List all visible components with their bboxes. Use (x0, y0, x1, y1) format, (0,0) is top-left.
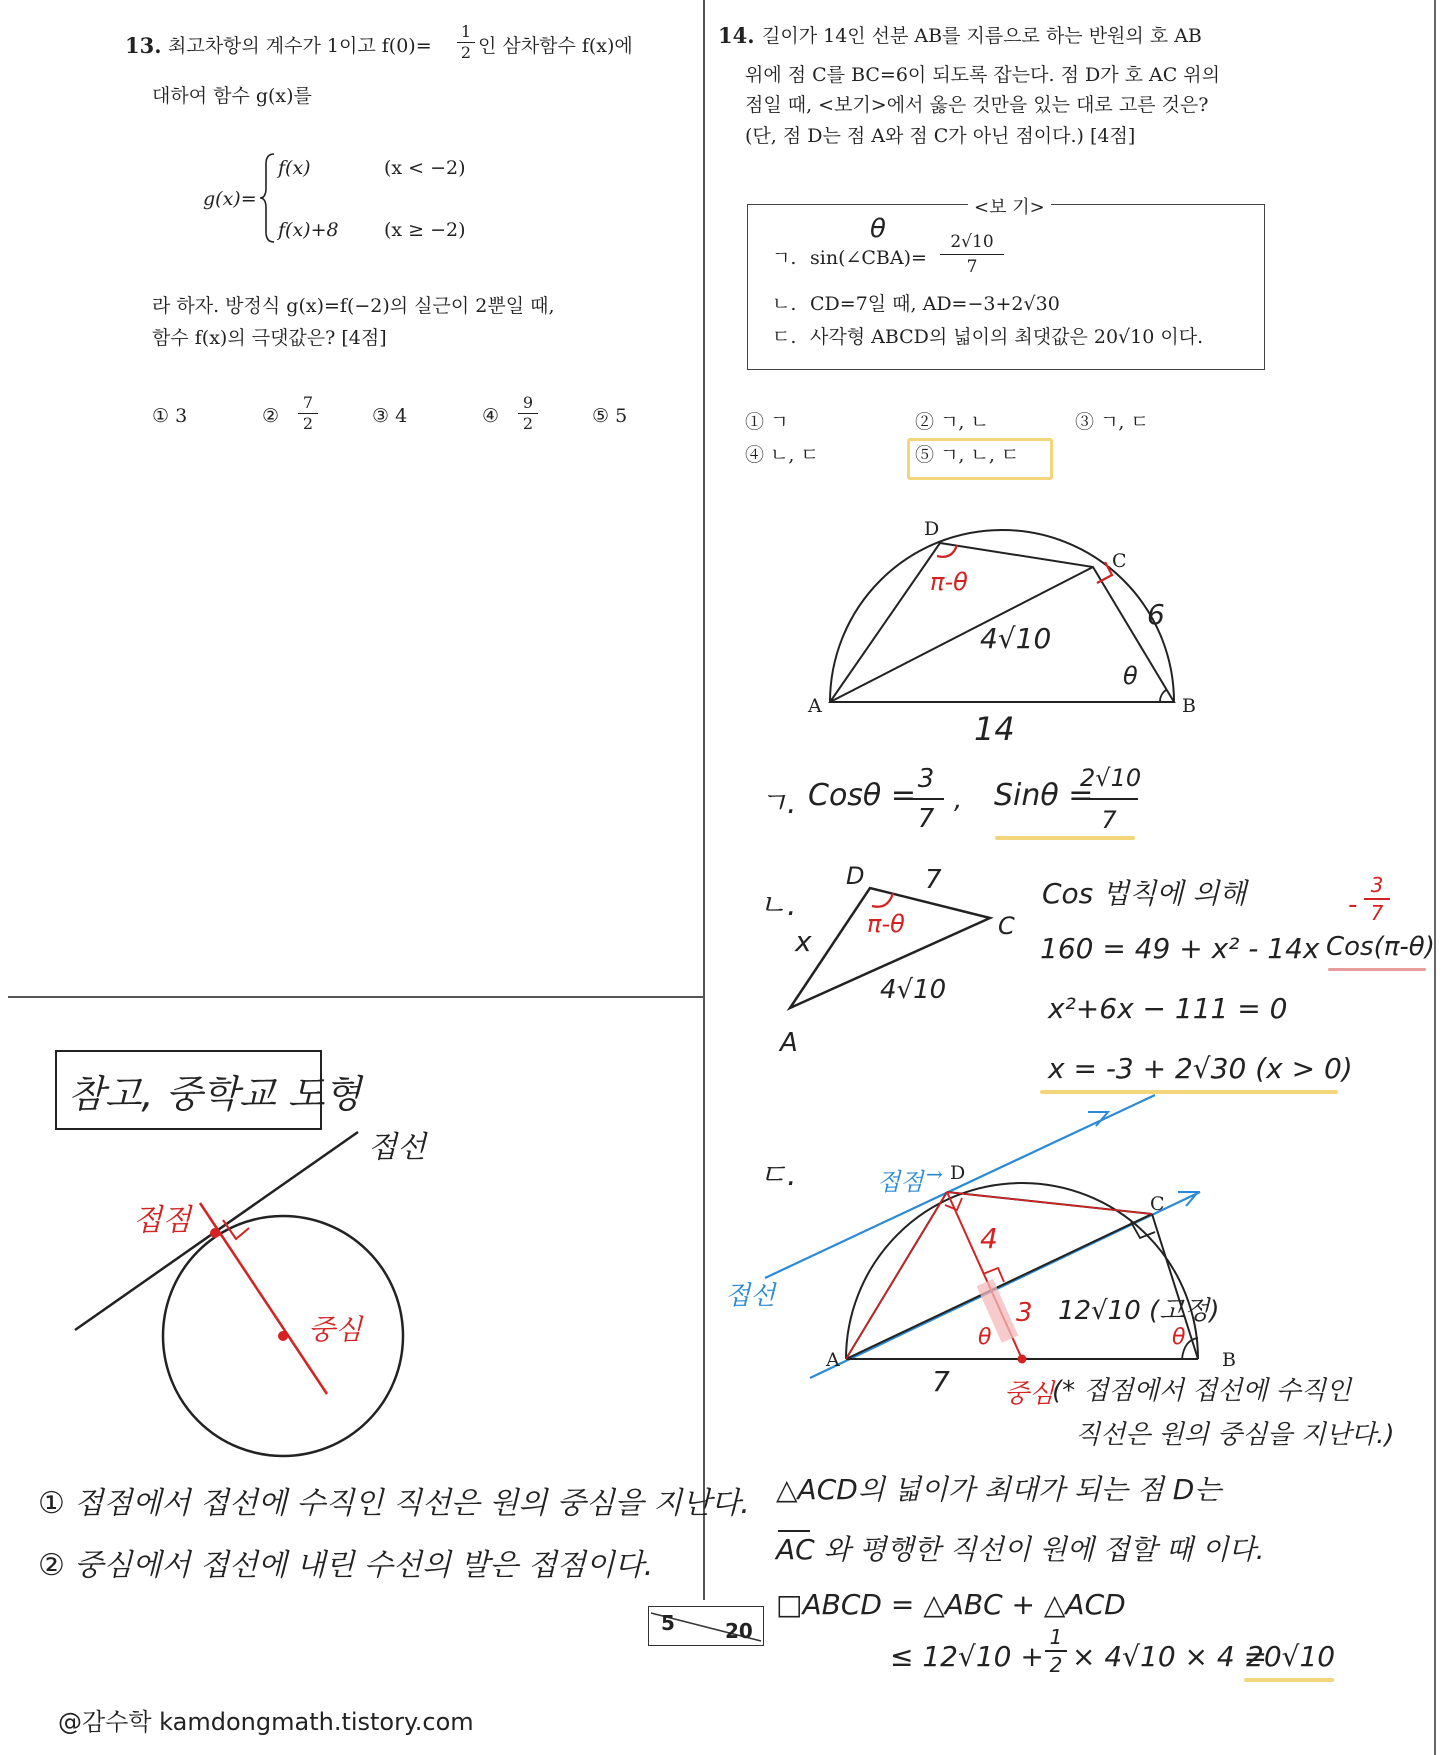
sol3-label-c: C (1150, 1193, 1165, 1215)
bogi-3-text: 사각형 ABCD의 넓이의 최댓값은 20√10 이다. (810, 326, 1204, 348)
bogi-title: <보 기> (968, 193, 1051, 219)
reference-tangent: 접선 (368, 1130, 426, 1165)
sol2-label: ㄴ. (758, 888, 797, 923)
sol2-label-a: A (780, 1028, 798, 1058)
page-number-box (648, 1606, 764, 1646)
q13-case2-expr: f(x)+8 (278, 219, 339, 241)
sol2-neg-sign: - (1348, 890, 1358, 920)
sol3-label: ㄷ. (758, 1158, 797, 1193)
q14-number: 14. (718, 23, 755, 48)
q13-intro2: 인 삼차함수 f(x)에 (478, 35, 633, 57)
sol3-note1: (* 접점에서 접선에 수직인 (1052, 1376, 1352, 1406)
sol1-cos-fraction: 3 7 (908, 760, 944, 838)
q13-case2-cond: (x ≥ −2) (384, 219, 466, 241)
q13-choice-1[interactable]: ① 3 (152, 405, 188, 427)
q13-number: 13. (125, 33, 162, 58)
q13-choice-5[interactable]: ⑤ 5 (592, 405, 628, 427)
page-total: 20 (725, 1619, 753, 1643)
q13-case1-cond: (x < −2) (384, 157, 466, 179)
sol1-comma: , (954, 785, 963, 815)
q13-line2: 대하여 함수 g(x)를 (152, 85, 312, 107)
sol3-eq1: □ABCD = △ABC + △ACD (776, 1588, 1126, 1621)
q14-line2: 위에 점 C를 BC=6이 되도록 잡는다. 점 D가 호 AC 위의 (745, 64, 1220, 86)
sol3-tangent-point: 접점 (877, 1168, 924, 1196)
fig1-angle-d: π-θ (930, 568, 968, 596)
sol2-label-c: C (998, 912, 1015, 940)
sol3-seven: 7 (932, 1365, 950, 1398)
q14-choice-1[interactable]: ① ㄱ (745, 411, 789, 433)
sol2-label-d: D (846, 862, 865, 890)
sol2-eq1: 160 = 49 + x² - 14x (1040, 932, 1320, 965)
sol2-ac-length: 4√10 (880, 975, 947, 1005)
q13-line3: 라 하자. 방정식 g(x)=f(−2)의 실근이 2뿐일 때, (152, 295, 555, 317)
sol1-label: ㄱ. (758, 786, 797, 821)
page-current: 5 (661, 1611, 675, 1635)
bogi-2-text: CD=7일 때, AD=−3+2√30 (810, 293, 1060, 315)
sol1-sin: Sinθ = (994, 778, 1094, 813)
q14-choice-4[interactable]: ④ ㄴ, ㄷ (745, 444, 819, 466)
q14-choice-3[interactable]: ③ ㄱ, ㄷ (1075, 411, 1149, 433)
sol3-result: 20√10 (1246, 1640, 1336, 1673)
sol2-eq3: x = -3 + 2√30 (x > 0) (1048, 1052, 1353, 1085)
sol2-x: x (795, 925, 812, 958)
q13-choice-4-mark[interactable]: ④ (482, 405, 500, 427)
sol2-neg-fraction: 3 7 (1364, 872, 1390, 926)
sol3-tangent: 접선 (725, 1281, 776, 1311)
sol3-area-fixed: 12√10 (고정) (1058, 1296, 1220, 1326)
sol3-label-a: A (826, 1349, 840, 1371)
q13-f0-num: 1 (460, 22, 472, 41)
q14-line3: 점일 때, <보기>에서 옳은 것만을 있는 대로 고른 것은? (745, 94, 1209, 116)
sol2-angle: π-θ (867, 910, 905, 938)
sol3-note2: 직선은 원의 중심을 지난다.) (1075, 1420, 1395, 1450)
sol3-eq2a: ≤ 12√10 + (890, 1640, 1044, 1673)
reference-fact-2: ② 중심에서 접선에 내린 수선의 발은 접점이다. (38, 1548, 654, 1583)
q13-choice-2-mark[interactable]: ② (262, 405, 280, 427)
sol2-dc-length: 7 (925, 865, 942, 895)
q13-choice-2-fraction: 7 2 (298, 393, 318, 434)
sol1-sin-fraction: 2√10 7 (1080, 758, 1138, 840)
sol3-text2: AC 와 평행한 직선이 원에 접할 때 이다. (776, 1533, 1265, 1566)
fig1-diag-length: 4√10 (980, 622, 1052, 655)
sol3-theta1: θ (978, 1325, 992, 1350)
reference-title: 참고, 중학교 도형 (68, 1072, 362, 1116)
q13-line4: 함수 f(x)의 극댓값은? [4점] (152, 327, 387, 349)
sol3-theta2: θ (1172, 1325, 1186, 1350)
fig1-ab-length: 14 (974, 710, 1015, 748)
q14-line4: (단, 점 D는 점 A와 점 C가 아닌 점이다.) [4점] (745, 125, 1136, 147)
reference-tangent-point: 접점 (133, 1203, 191, 1238)
fig1-label-b: B (1182, 695, 1196, 717)
q13-intro: 최고차항의 계수가 1이고 f(0)= (168, 35, 432, 57)
sol3-label-b: B (1222, 1349, 1236, 1371)
reference-center: 중심 (308, 1313, 363, 1346)
bogi-theta-note: θ (870, 214, 886, 244)
sol2-eq2: x²+6x − 111 = 0 (1048, 992, 1288, 1025)
sol2-eq1-cos: Cos(π-θ) (1326, 932, 1435, 962)
sol3-center: 중심 (1004, 1379, 1055, 1409)
sol3-h3: 3 (1016, 1298, 1033, 1328)
q13-case1-expr: f(x) (278, 157, 311, 179)
q13-f0-den: 2 (457, 42, 475, 63)
sol3-eq2b: × 4√10 × 4 = (1072, 1640, 1268, 1673)
fig1-theta: θ (1123, 662, 1138, 690)
q13-choice-3[interactable]: ③ 4 (372, 405, 408, 427)
bogi-3-label: ㄷ. (772, 326, 797, 348)
sol3-h4: 4 (980, 1222, 998, 1255)
q14-choice-2[interactable]: ② ㄱ, ㄴ (915, 411, 989, 433)
bogi-1-text: sin(∠CBA)= (810, 247, 927, 269)
fig1-bc-length: 6 (1147, 598, 1165, 631)
sol2-law: Cos 법칙에 의해 (1042, 877, 1247, 910)
fig1-label-c: C (1112, 550, 1127, 572)
fig1-label-a: A (808, 695, 822, 717)
q14-line1: 길이가 14인 선분 AB를 지름으로 하는 반원의 호 AB (762, 25, 1202, 47)
sol3-label-d: D (950, 1162, 966, 1184)
bogi-2-label: ㄴ. (772, 293, 797, 315)
q14-choice-5[interactable]: ⑤ ㄱ, ㄴ, ㄷ (915, 444, 1020, 466)
footer-watermark: @감수학 kamdongmath.tistory.com (58, 1708, 474, 1736)
bogi-1-label: ㄱ. (772, 247, 797, 269)
q13-g-label: g(x)= (203, 188, 257, 210)
bogi-1-fraction: 2√10 7 (940, 230, 1004, 279)
sol3-half-fraction: 1 2 (1045, 1624, 1067, 1678)
sol3-text1: △ACD의 넓이가 최대가 되는 점 D는 (776, 1473, 1222, 1506)
fig1-label-d: D (924, 518, 940, 540)
reference-fact-1: ① 접점에서 접선에 수직인 직선은 원의 중심을 지난다. (38, 1486, 750, 1521)
q13-choice-4-fraction: 9 2 (518, 393, 538, 434)
sol1-cos: Cosθ = (808, 778, 916, 813)
sol3-tangent-arrow: → (926, 1162, 943, 1186)
